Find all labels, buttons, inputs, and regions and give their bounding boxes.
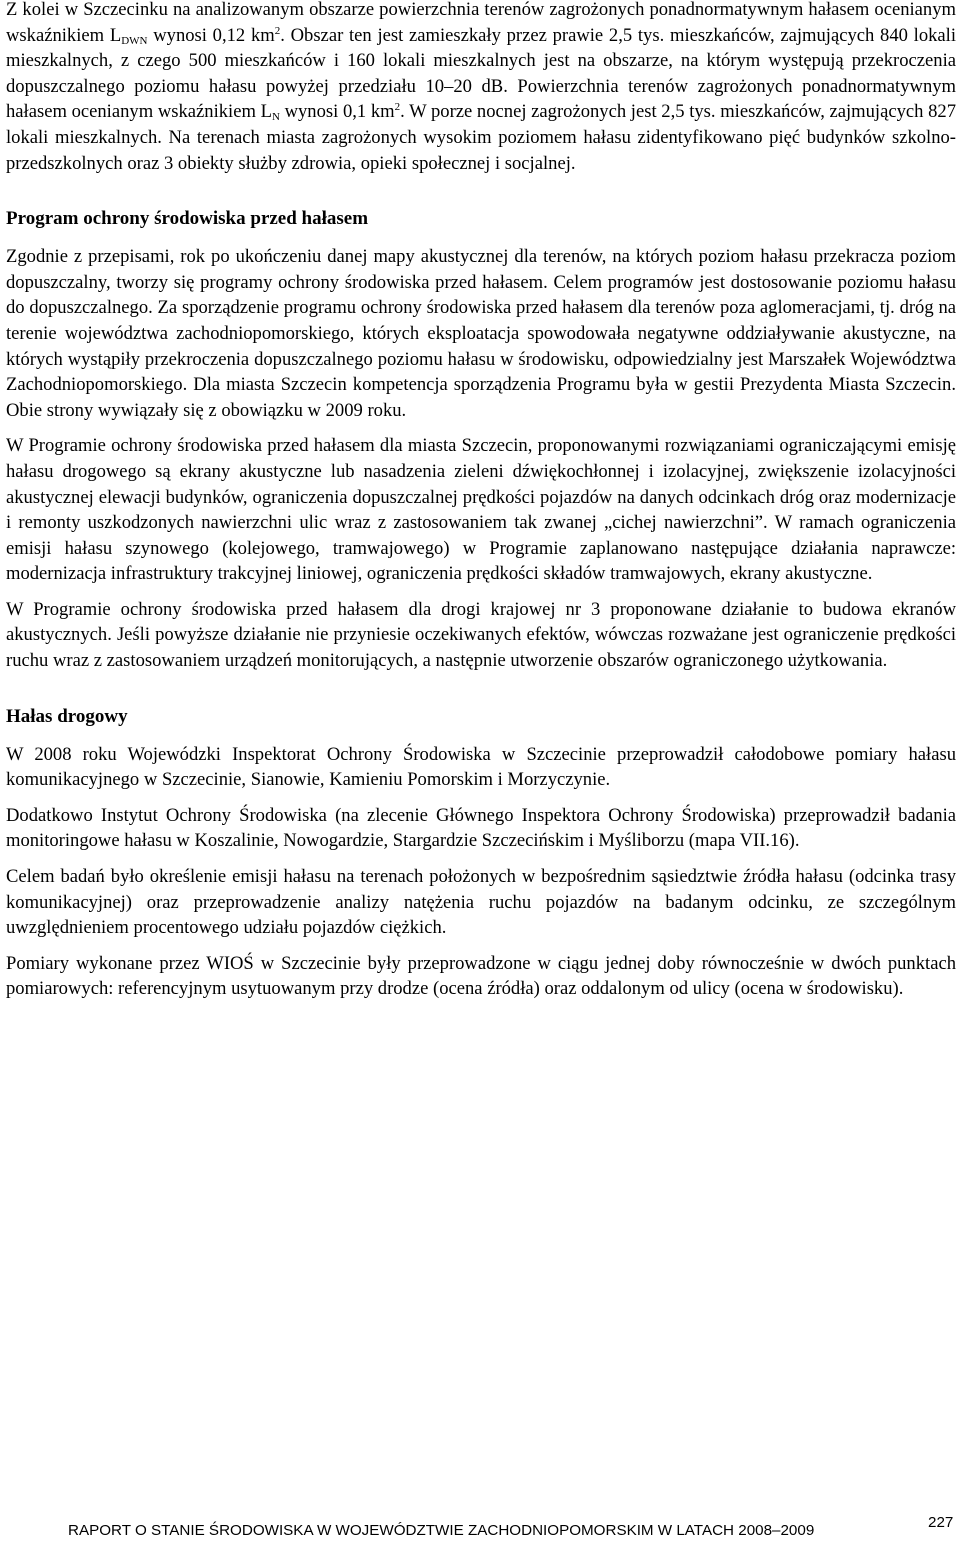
paragraph-program-szczecin: W Programie ochrony środowiska przed hałasem dla miasta Szczecin, proponowanymi rozwiązaniami ograniczającymi emisję hałasu drogowego są ekrany akustyczne lub nasadzenia zieleni dźwiękochłonnej i izolacyjnej, zwiększenie izolacyjności akustycznej elewacji budynków, ograniczenia dopuszczalnej prędkości pojazdów na danych odcinkach dróg oraz modernizacje i remonty uszkodzonych nawierzchni ulic wraz z zastosowaniem tak zwanej „cichej nawierzchni”. W ramach ograniczenia emisji hałasu szynowego (kolejowego, tramwajowego) w Programie zaplanowano następujące działania naprawcze: modernizacja infrastruktury trakcyjnej liniowej, ograniczenia prędkości składów tramwajowych, ekrany akustyczne.: [6, 435, 956, 585]
section-heading-program: Program ochrony środowiska przed hałasem: [6, 208, 369, 230]
paragraph-road-ios: Dodatkowo Instytut Ochrony Środowiska (na zlecenie Głównego Inspektora Ochrony Środowiska) przeprowadził badania monitoringowe hałasu w Koszalinie, Nowogardzie, Stargardzie Szczecińskim i Myśliborzu (mapa VII.16).: [6, 804, 956, 852]
paragraph-szczecinek: Z kolei w Szczecinku na analizowanym obszarze powierzchnia terenów zagrożonych ponadnormatywnym hałasem ocenianym wskaźnikiem $L_{DWN}$ wynosi 0,12 $km^2$. Obszar ten jest zamieszkały przez prawie 2,5 tys. mieszkańców, zajmujących 840 lokali mieszkalnych, z czego 500 mieszkańców i 160 lokali mieszkalnych jest na obszarze, na którym występują przekroczenia dopuszczalnego poziomu hałasu powyżej przedziału 10–20 dB. Powierzchnia terenów zagrożonych ponadnormatywnym hałasem ocenianym wskaźnikiem $L_N$ wynosi 0,1 $km^2$. W porze nocnej zagrożonych jest 2,5 tys. mieszkańców, zajmujących 827 lokali mieszkalnych. Na terenach miasta zagrożonych wysokim poziomem hałasu zidentyfikowano pięć budynków szkolno-przedszkolnych oraz 3 obiekty służby zdrowia, opieki społecznej i socjalnej.: [6, 0, 957, 174]
document-body: [6, 0, 956, 1002]
paragraph-program-intro: Zgodnie z przepisami, rok po ukończeniu danej mapy akustycznej dla terenów, na których poziom hałasu przekracza poziom dopuszczalny, tworzy się programy ochrony środowiska przed hałasem. Celem programów jest dostosowanie poziomu hałasu do dopuszczalnego. Za sporządzenie programu ochrony środowiska przed hałasem dla terenów poza aglomeracjami, tj. dróg na terenie województwa zachodniopomorskiego, których eksploatacja spowodowała negatywne oddziaływanie akustyczne, na których wystąpiły przekroczenia dopuszczalnego poziomu hałasu w środowisku, odpowiedzialny jest Marszałek Województwa Zachodniopomorskiego. Dla miasta Szczecin kompetencja sporządzenia Programu była w gestii Prezydenta Miasta Szczecin. Obie strony wywiązały się z obowiązku w 2009 roku.: [6, 246, 956, 421]
paragraph-program-road3: W Programie ochrony środowiska przed hałasem dla drogi krajowej nr 3 proponowane działanie to budowa ekranów akustycznych. Jeśli powyższe działanie nie przyniesie oczekiwanych efektów, wówczas rozważane jest ograniczenie prędkości ruchu wraz z zastosowaniem urządzeń monitorujących, a następnie utworzenie obszarów ograniczonego użytkowania.: [6, 598, 956, 672]
paragraph-road-2008: W 2008 roku Wojewódzki Inspektorat Ochrony Środowiska w Szczecinie przeprowadził całodobowe pomiary hałasu komunikacyjnego w Szczecinie, Sianowie, Kamieniu Pomorskim i Morzyczynie.: [6, 743, 956, 791]
section-heading-road-noise: Hałas drogowy: [6, 705, 128, 727]
paragraph-road-wios: Pomiary wykonane przez WIOŚ w Szczecinie były przeprowadzone w ciągu jednej doby równocześnie w dwóch punktach pomiarowych: referencyjnym usytuowanym przy drodze (ocena źródła) oraz oddalonym od ulicy (ocena w środowisku).: [6, 952, 956, 1000]
footer-report-title: RAPORT O STANIE ŚRODOWISKA W WOJEWÓDZTWIE ZACHODNIOPOMORSKIM W LATACH 2008–2009: [68, 1522, 815, 1539]
page-number: 227: [928, 1514, 954, 1531]
paragraph-road-aim: Celem badań było określenie emisji hałasu na terenach położonych w bezpośrednim sąsiedztwie źródła hałasu (odcinka trasy komunikacyjnej) oraz przeprowadzenie analizy natężenia ruchu pojazdów na badanym odcinku, ze szczególnym uwzględnieniem procentowego udziału pojazdów ciężkich.: [6, 866, 956, 939]
